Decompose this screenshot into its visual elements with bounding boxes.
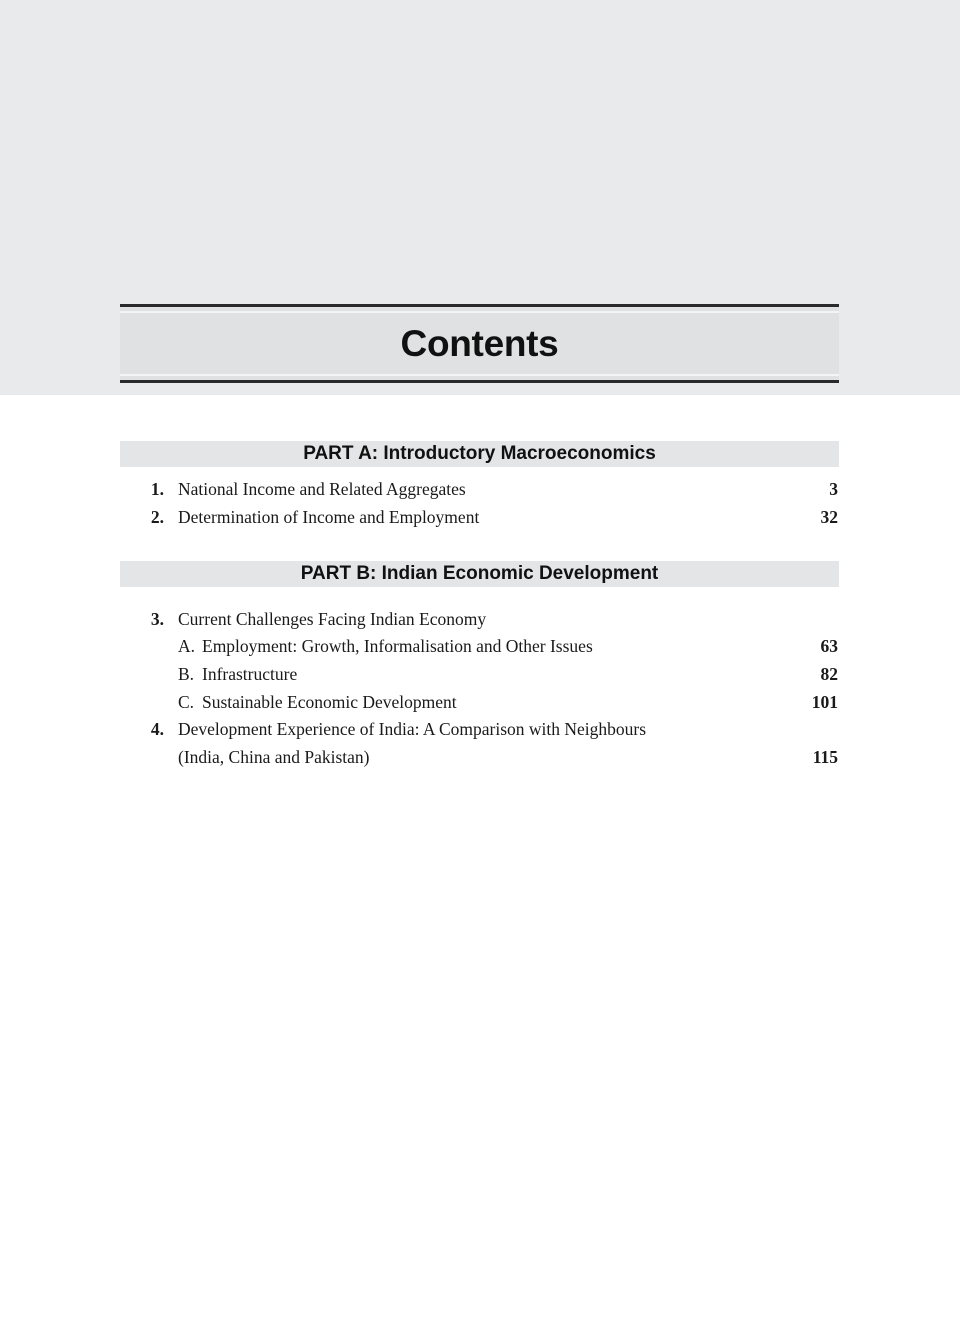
toc-subentry-letter: A. bbox=[178, 636, 196, 656]
toc-entry-title: Development Experience of India: A Comparison with Neighbours bbox=[178, 719, 647, 739]
toc-entry[interactable] bbox=[120, 606, 838, 632]
toc-entry[interactable] bbox=[120, 476, 838, 502]
toc-subentry-title: Infrastructure bbox=[202, 664, 298, 684]
toc-subentry-text bbox=[178, 633, 593, 659]
toc-subentry-letter: B. bbox=[178, 664, 195, 684]
toc-entry-title: Current Challenges Facing Indian Economy bbox=[178, 609, 487, 629]
toc-entry-page: 115 bbox=[812, 747, 838, 767]
page-title: Contents bbox=[400, 322, 559, 364]
toc-subentry-title: Employment: Growth, Informalisation and Other Issues bbox=[202, 636, 593, 656]
toc-entry-number: 2. bbox=[150, 507, 164, 527]
toc-entry-title-continuation: (India, China and Pakistan) bbox=[178, 747, 370, 767]
toc-subentry-letter: C. bbox=[178, 692, 195, 712]
toc-subentry-text bbox=[178, 661, 297, 687]
part-b-heading: PART B: Indian Economic Development bbox=[120, 561, 839, 587]
toc-entry-page: 82 bbox=[820, 664, 838, 684]
toc-subentry[interactable] bbox=[120, 633, 838, 659]
title-box bbox=[120, 304, 839, 383]
toc-entry-title: National Income and Related Aggregates bbox=[178, 479, 466, 499]
toc-subentry[interactable] bbox=[120, 689, 838, 715]
toc-entry-page: 63 bbox=[820, 636, 838, 656]
toc-entry-continuation[interactable] bbox=[120, 744, 838, 770]
toc-entry-page: 32 bbox=[820, 507, 838, 527]
toc-entry[interactable] bbox=[120, 504, 838, 530]
toc-entry-number: 3. bbox=[150, 609, 164, 629]
toc-subentry-text bbox=[178, 689, 457, 715]
toc-entry[interactable] bbox=[120, 716, 838, 742]
toc-entry-page: 3 bbox=[829, 479, 838, 499]
toc-entry-number: 4. bbox=[150, 719, 164, 739]
toc-entry-number: 1. bbox=[150, 479, 164, 499]
toc-subentry[interactable] bbox=[120, 661, 838, 687]
toc-entry-page: 101 bbox=[811, 692, 838, 712]
part-a-heading: PART A: Introductory Macroeconomics bbox=[120, 441, 839, 467]
toc-entry-title: Determination of Income and Employment bbox=[178, 507, 480, 527]
toc-subentry-title: Sustainable Economic Development bbox=[202, 692, 457, 712]
